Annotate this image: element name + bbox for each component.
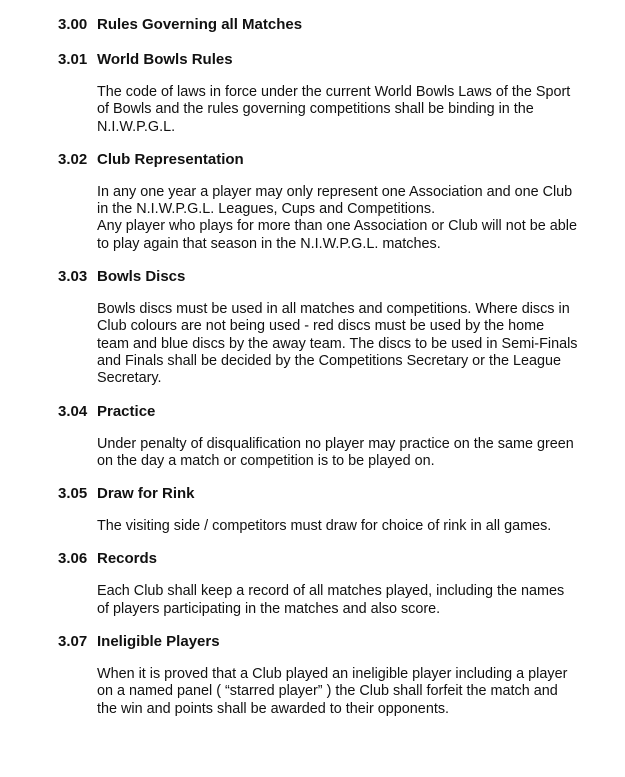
section-title: Records [97,550,158,568]
section-3-07 [0,632,625,718]
section-title: World Bowls Rules [97,51,233,68]
section-body [97,84,579,136]
section-number: 3.01 [58,51,88,68]
section-heading [58,150,625,170]
section-number: 3.04 [58,402,88,420]
section-paragraph: Each Club shall keep a record of all matches played, including the names of players participating in the matches and also score. [97,583,565,617]
section-body [97,436,579,471]
section-body [97,184,579,253]
section-3-04 [0,402,625,471]
section-body [97,518,579,535]
section-number: 3.00 [58,16,88,33]
section-3-01 [0,50,625,136]
section-paragraph: Under penalty of disqualification no player may practice on the same green on the day a match or competition is to be played on. [97,435,574,469]
section-3-05 [0,484,625,535]
section-body [97,583,579,618]
section-paragraph: Bowls discs must be used in all matches and competitions. Where discs in Club colours are not being used - red discs must be used by the home team and blue discs by the away team. The discs to be used in Semi-Finals and Finals shall be decided by the Competitions Secretary or the League Secretary. [97,301,578,387]
section-paragraph: When it is proved that a Club played an ineligible player including a player on a named panel ( “starred player” ) the Club shall forfeit the match and the win and points shall be awarded to their opponents. [97,666,568,717]
section-heading [58,402,625,422]
section-title: Bowls Discs [97,268,186,286]
section-heading [58,549,625,569]
section-title: Rules Governing all Matches [97,16,303,33]
section-title: Ineligible Players [97,633,220,651]
section-number: 3.03 [58,268,88,286]
section-title: Practice [97,402,156,420]
section-number: 3.05 [58,485,88,503]
section-heading [58,267,625,287]
section-paragraph: The visiting side / competitors must draw for choice of rink in all games. [97,518,552,535]
section-heading [58,15,625,35]
section-body [97,666,579,718]
section-heading [58,632,625,652]
section-heading [58,50,625,70]
section-title: Draw for Rink [97,485,195,503]
section-3-03 [0,267,625,387]
section-3-00 [0,15,625,35]
section-3-06 [0,549,625,618]
section-number: 3.07 [58,633,88,651]
section-number: 3.02 [58,150,88,168]
section-paragraph: The code of laws in force under the current World Bowls Laws of the Sport of Bowls and the rules governing competitions shall be binding in the N.I.W.P.G.L. [97,84,571,135]
section-title: Club Representation [97,150,244,168]
section-heading [58,484,625,504]
section-3-02 [0,150,625,253]
section-body [97,301,579,387]
section-number: 3.06 [58,550,88,568]
section-paragraph: Any player who plays for more than one Association or Club will not be able to play again that season in the N.I.W.P.G.L. matches. [97,218,577,252]
section-paragraph: In any one year a player may only represent one Association and one Club in the N.I.W.P.G.L. Leagues, Cups and Competitions. [97,183,573,218]
